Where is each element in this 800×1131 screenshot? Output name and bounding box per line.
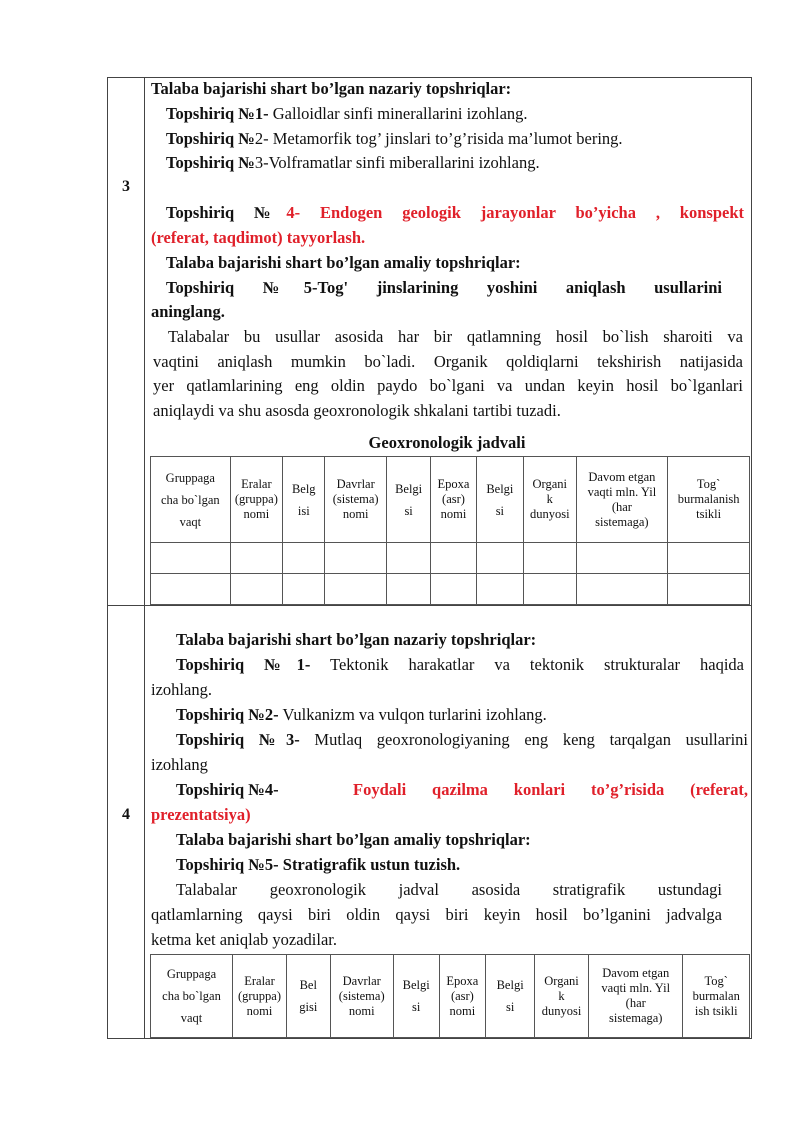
header-line: (sistema) <box>332 492 379 506</box>
task-row-3 <box>108 78 751 606</box>
table-header-cell <box>283 457 325 543</box>
header-line: (gruppa) <box>237 988 281 1003</box>
table-header-cell <box>589 955 683 1038</box>
header-line: (har <box>625 996 646 1010</box>
table-cell <box>476 543 523 574</box>
row-number: 4 <box>122 806 130 823</box>
table-header-cell <box>386 457 430 543</box>
task-3-cont: izohlang <box>151 755 208 774</box>
table-header-cell <box>325 457 387 543</box>
paragraph-line: qatlamlarning qaysi biri oldin qaysi biri keyin hosil bo’lganini jadvalga <box>151 905 722 924</box>
task-3: Topshiriq №3- Mutlaq geoxronologiyaning eng keng tarqalgan usullarini <box>176 730 748 749</box>
table-header-row <box>151 955 750 1038</box>
header-line: (har <box>611 499 632 514</box>
header-line: si <box>495 503 505 518</box>
task-2: Topshiriq №2- Metamorfik tog’ jinslari to’g’risida ma’lumot bering. <box>166 129 623 148</box>
header-line: cha bo`lgan <box>161 492 220 507</box>
paragraph-line: vaqtini aniqlash mumkin bo`ladi. Organik qoldiqlarni tekshirish natijasida <box>153 352 743 371</box>
table-header-cell <box>233 955 287 1038</box>
header-line: si <box>404 503 413 518</box>
task-row-4 <box>108 606 751 1038</box>
header-line: dunyosi <box>529 507 570 521</box>
table-header-cell <box>330 955 393 1038</box>
header-line: nomi <box>449 1003 476 1018</box>
header-line: sistemaga) <box>595 514 649 529</box>
table-header-cell <box>476 457 523 543</box>
header-line: Gruppaga <box>165 470 215 485</box>
header-line: Davrlar <box>336 477 375 491</box>
table-cell <box>431 543 476 574</box>
header-line: vaqti mln. Yil <box>601 981 671 995</box>
header-line: Tog` <box>704 973 728 988</box>
table-header-cell <box>576 457 668 543</box>
paragraph-line: yer qatlamlarining eng oldin paydo bo`lgani va undan keyin hosil bo`lganlari <box>153 376 743 395</box>
header-line: (gruppa) <box>234 492 278 506</box>
table-header-cell <box>535 955 589 1038</box>
table-cell <box>283 543 325 574</box>
header-line: nomi <box>243 507 270 521</box>
table-cell <box>431 574 476 605</box>
row-number-cell <box>108 606 145 1038</box>
header-line: cha bo`lgan <box>162 989 221 1003</box>
task-4-cont: prezentatsiya) <box>151 805 251 824</box>
header-line: isi <box>297 503 310 518</box>
table-header-cell <box>151 457 231 543</box>
header-line: tsikli <box>696 507 722 521</box>
header-line: si <box>505 1000 515 1014</box>
table-cell <box>576 574 668 605</box>
header-line: vaqti mln. Yil <box>587 484 657 499</box>
header-line: Eralar <box>241 477 272 491</box>
table-header-cell <box>431 457 476 543</box>
paragraph-line: aniqlaydi va shu asosda geoxronologik shkalani tartibi tuzadi. <box>153 401 561 420</box>
header-line: burmalan <box>692 988 740 1003</box>
header-line: Belgi <box>395 481 423 496</box>
table-row <box>151 543 750 574</box>
header-line: Belgi <box>402 978 430 992</box>
task-5: Topshiriq №5-Tog' jinslarining yoshini aniqlash usullarini <box>166 278 722 297</box>
table-header-cell <box>486 955 535 1038</box>
table-cell <box>151 574 231 605</box>
table-cell <box>524 574 576 605</box>
task-2: Topshiriq №2- Vulkanizm va vulqon turlarini izohlang. <box>176 705 547 724</box>
header-line: Davrlar <box>342 973 381 988</box>
header-line: si <box>412 1000 421 1014</box>
table-cell <box>230 574 282 605</box>
header-line: Epoxa <box>446 973 479 988</box>
table-cell <box>386 543 430 574</box>
row-number: 3 <box>122 178 130 195</box>
table-cell <box>668 543 750 574</box>
theory-heading: Talaba bajarishi shart bo’lgan nazariy topshriqlar: <box>176 630 537 649</box>
header-line: nomi <box>246 1003 273 1018</box>
header-line: gisi <box>299 1000 318 1014</box>
header-line: nomi <box>440 507 467 521</box>
header-line: Bel <box>299 978 317 992</box>
header-line: nomi <box>348 1003 375 1018</box>
practice-heading: Talaba bajarishi shart bo’lgan amaliy topshriqlar: <box>176 830 531 849</box>
tasks-table <box>107 77 752 1039</box>
table-cell <box>283 574 325 605</box>
task-4: Topshiriq №4- Endogen geologik jarayonlar bo’yicha , konspekt <box>166 203 745 222</box>
header-line: ish tsikli <box>694 1003 738 1018</box>
task-1: Topshiriq №1- Tektonik harakatlar va tektonik strukturalar haqida <box>176 655 744 674</box>
header-line: Gruppaga <box>166 967 217 981</box>
theory-heading: Talaba bajarishi shart bo’lgan nazariy topshriqlar: <box>151 79 512 98</box>
table-cell <box>151 543 231 574</box>
header-line: Davom etgan <box>602 966 670 980</box>
table-header-cell <box>230 457 282 543</box>
header-line: (asr) <box>442 492 465 506</box>
table-cell <box>230 543 282 574</box>
table-cell <box>476 574 523 605</box>
table-row <box>151 574 750 605</box>
table-header-cell <box>151 955 233 1038</box>
table-title: Geoxronologik jadvali <box>368 433 526 452</box>
table-cell <box>325 574 387 605</box>
table-header-cell <box>393 955 439 1038</box>
header-line: k <box>558 988 565 1003</box>
task-3: Topshiriq №3-Volframatlar sinfi miberallarini izohlang. <box>166 153 540 172</box>
task-4: Topshiriq №4- Foydali qazilma konlari to’g’risida (referat, <box>176 780 748 799</box>
header-line: Belgi <box>486 481 514 496</box>
table-header-cell <box>683 955 750 1038</box>
header-line: Organi <box>532 477 568 491</box>
paragraph-line: ketma ket aniqlab yozadilar. <box>151 930 338 949</box>
row-number-cell <box>108 78 145 605</box>
header-line: (sistema) <box>338 988 385 1003</box>
task-1-cont: izohlang. <box>151 680 212 699</box>
header-line: Eralar <box>244 973 275 988</box>
table-header-cell <box>524 457 576 543</box>
header-line: Epoxa <box>437 477 470 491</box>
paragraph-line: Talabalar bu usullar asosida har bir qatlamning hosil bo`lish sharoiti va <box>168 327 743 346</box>
header-line: Belgi <box>496 978 524 992</box>
table-cell <box>386 574 430 605</box>
table-header-cell <box>439 955 486 1038</box>
header-line: (asr) <box>450 988 474 1003</box>
table-cell <box>325 543 387 574</box>
task-5-cont: aninglang. <box>151 302 225 321</box>
task-4-cont: (referat, taqdimot) tayyorlash. <box>151 228 366 247</box>
header-line: sistemaga) <box>609 1011 663 1025</box>
task-5: Topshiriq №5- Stratigrafik ustun tuzish. <box>176 855 461 874</box>
header-line: Tog` <box>696 477 721 491</box>
header-line: vaqt <box>179 514 202 529</box>
header-line: nomi <box>342 507 369 521</box>
header-line: Belg <box>291 481 316 496</box>
table-cell <box>524 543 576 574</box>
stratigraphic-table <box>150 954 750 1038</box>
table-header-cell <box>286 955 330 1038</box>
header-line: vaqt <box>180 1011 203 1025</box>
geochronology-table <box>150 456 750 605</box>
table-cell <box>576 543 668 574</box>
header-line: Davom etgan <box>588 469 656 484</box>
task-1: Topshiriq №1- Galloidlar sinfi minerallarini izohlang. <box>166 104 528 123</box>
header-line: Organi <box>544 973 579 988</box>
header-line: burmalanish <box>677 492 740 506</box>
practice-heading: Talaba bajarishi shart bo’lgan amaliy topshriqlar: <box>166 253 521 272</box>
header-line: k <box>546 492 553 506</box>
table-header-cell <box>668 457 750 543</box>
table-header-row <box>151 457 750 543</box>
header-line: dunyosi <box>541 1003 582 1018</box>
table-cell <box>668 574 750 605</box>
paragraph-line: Talabalar geoxronologik jadval asosida stratigrafik ustundagi <box>176 880 722 899</box>
